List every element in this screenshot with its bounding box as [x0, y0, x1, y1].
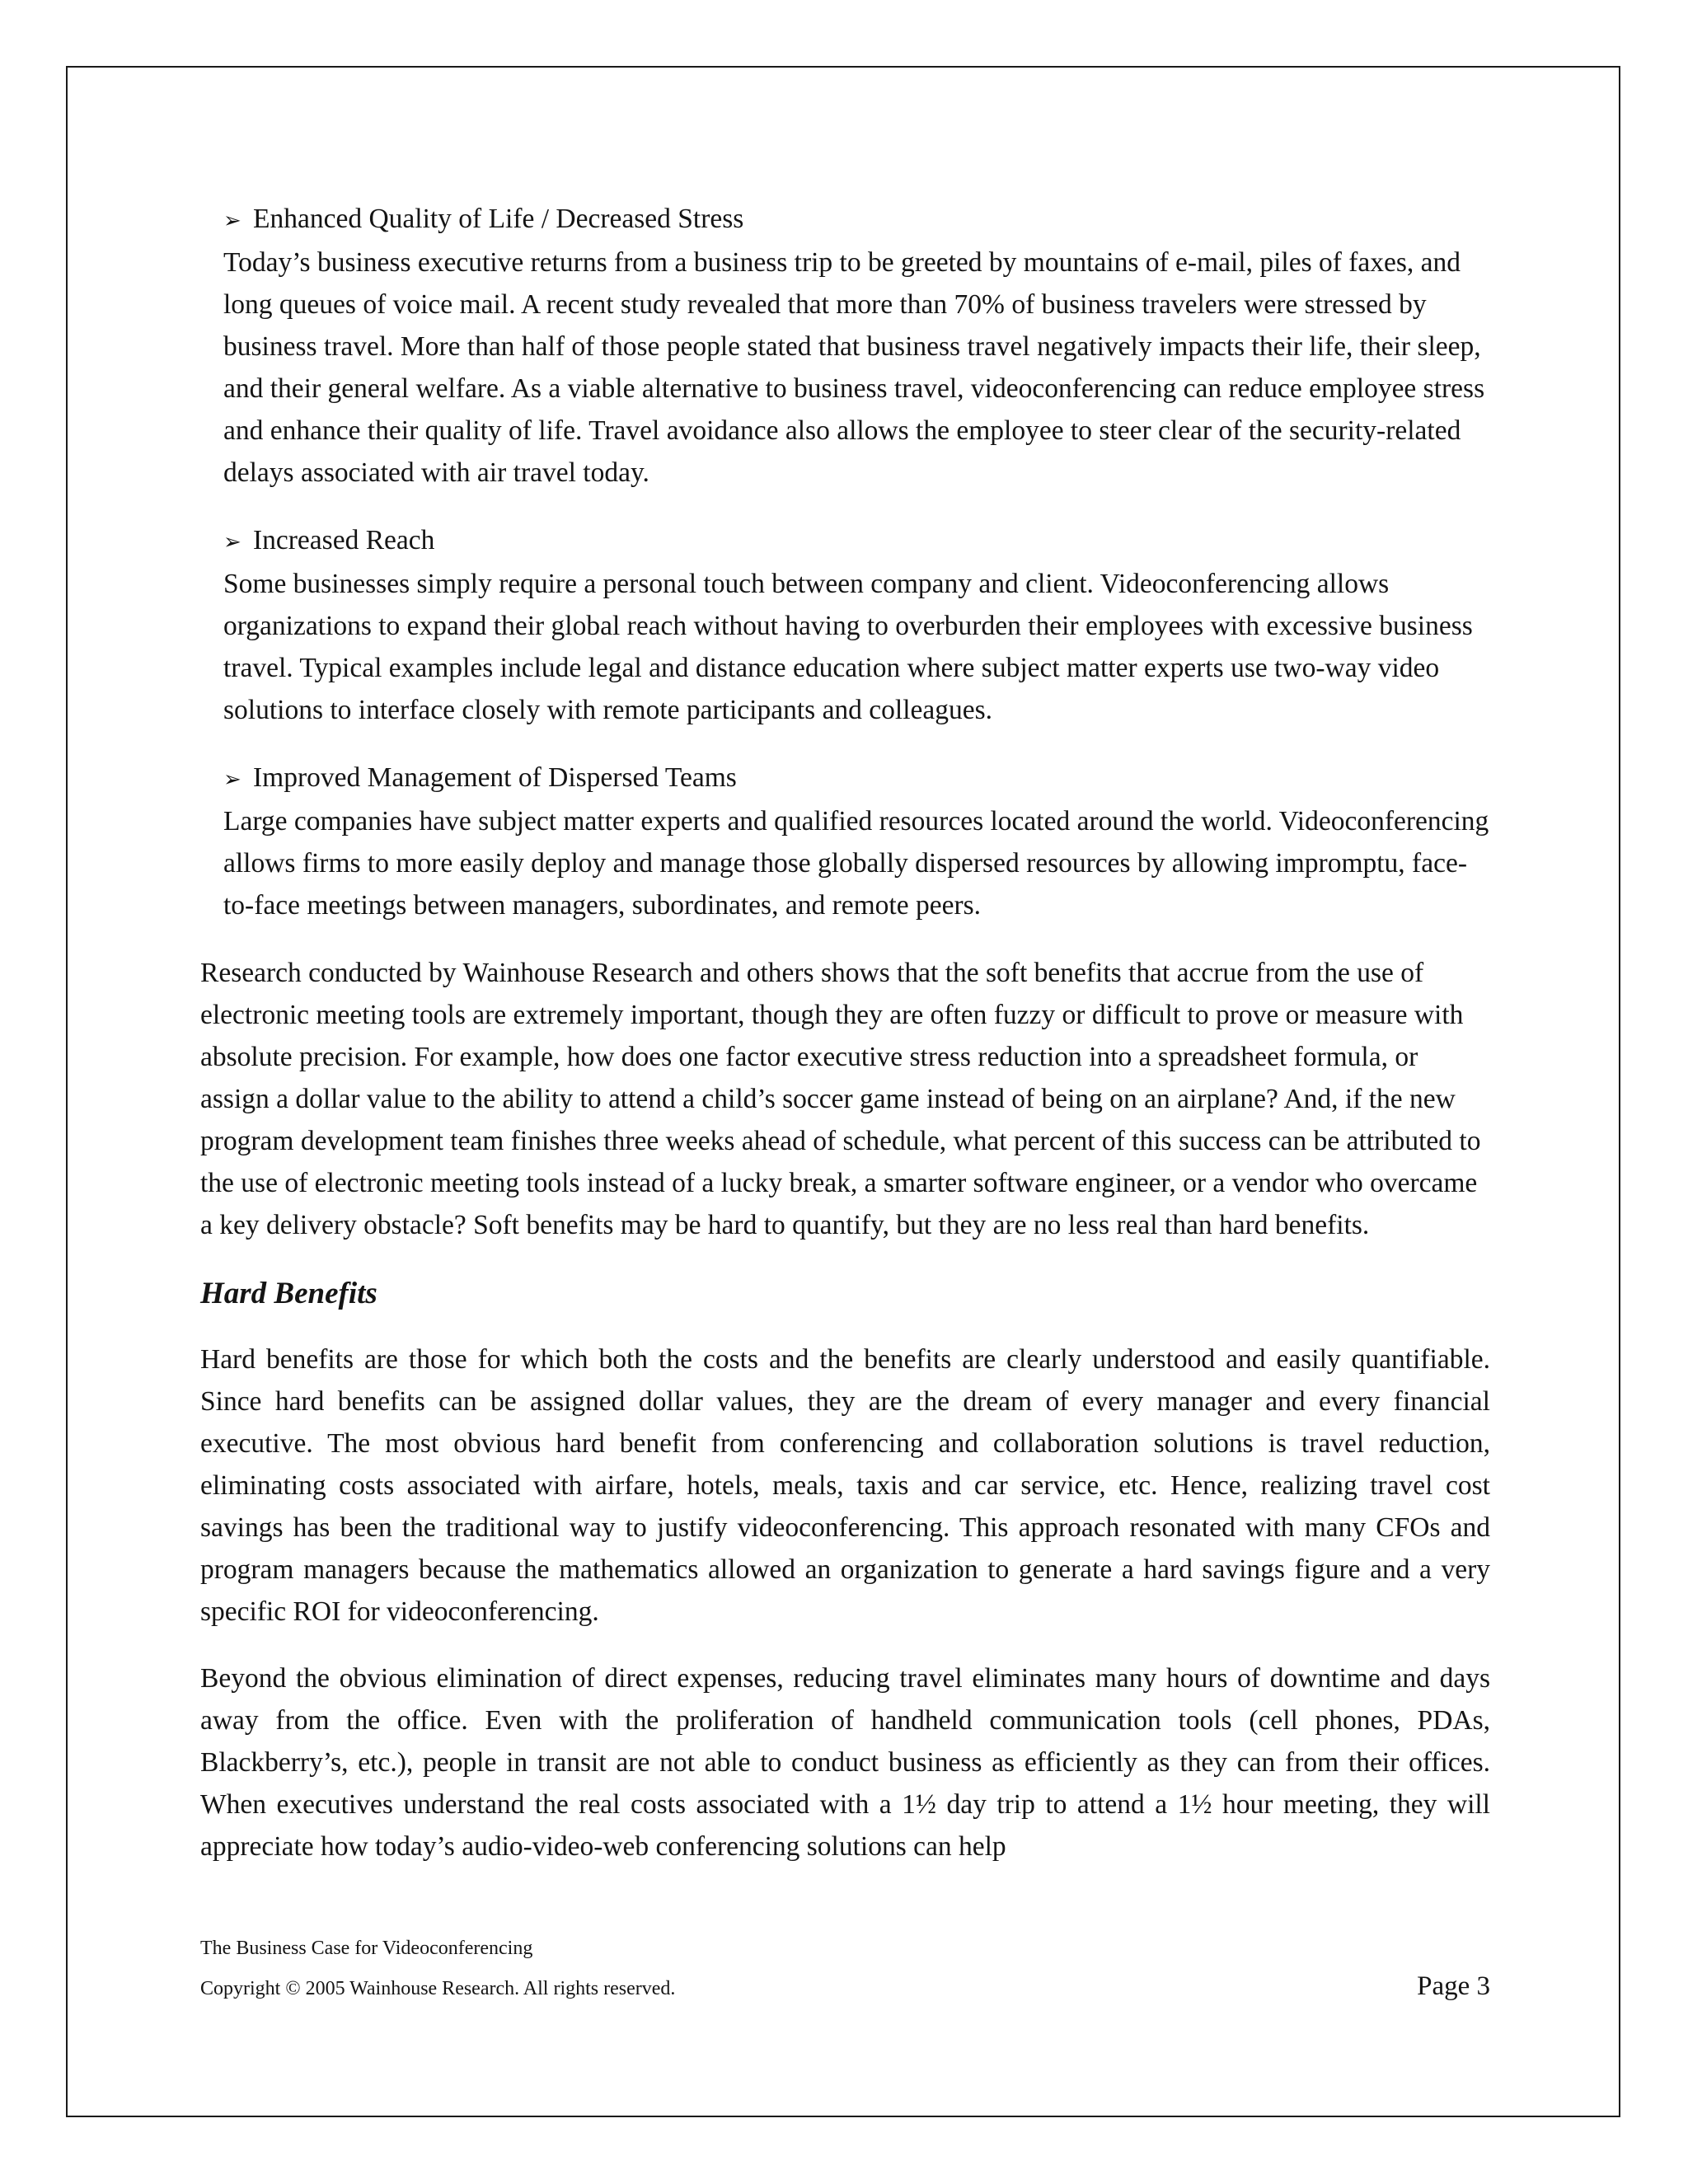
page-number: Page 3: [1417, 1971, 1490, 2001]
section-heading-hard-benefits: Hard Benefits: [200, 1277, 377, 1310]
footer-bottom-row: [200, 1971, 1490, 2002]
bullet-item-dispersed-teams: [223, 757, 1490, 926]
bullet-title-text: Improved Management of Dispersed Teams: [253, 762, 737, 793]
page-content: [200, 198, 1490, 1892]
arrowhead-bullet-icon: ➢: [223, 209, 241, 232]
bullet-body: Today’s business executive returns from a business trip to be greeted by mountains of e-mail, piles of faxes, and long queues of voice mail. A recent study revealed that more than 70% of business travelers were stressed by business travel. More than half of those people stated that business travel negatively impacts their life, their sleep, and their general welfare. As a viable alternative to business travel, videoconferencing can reduce employee stress and enhance their quality of life. Travel avoidance also allows the employee to steer clear of the security-related delays associated with air travel today.: [223, 247, 1485, 488]
footer-document-title: The Business Case for Videoconferencing: [200, 1938, 533, 1959]
bullet-title-text: Increased Reach: [253, 525, 435, 555]
bullet-title-text: Enhanced Quality of Life / Decreased Stress: [253, 204, 744, 234]
arrowhead-bullet-icon: ➢: [223, 530, 241, 554]
bullet-item-quality-of-life: [223, 198, 1490, 494]
bullet-title: [223, 519, 1490, 563]
hard-benefits-paragraph-1: Hard benefits are those for which both the costs and the benefits are clearly understood and easily quantifiable. Since hard benefits can be assigned dollar values, they are the dream of every manager and every financial executive. The most obvious hard benefit from conferencing and collaboration solutions is travel reduction, eliminating costs associated with airfare, hotels, meals, taxis and car service, etc. Hence, realizing travel cost savings has been the traditional way to justify videoconferencing. This approach resonated with many CFOs and program managers because the mathematics allowed an organization to generate a hard savings figure and a very specific ROI for videoconferencing.: [200, 1344, 1490, 1627]
page-footer: [200, 1935, 1490, 2002]
hard-benefits-paragraph-2: Beyond the obvious elimination of direct expenses, reducing travel eliminates many hours of downtime and days away from the office. Even with the proliferation of handheld communication tools (cell phones, PDAs, Blackberry’s, etc.), people in transit are not able to conduct business as efficiently as they can from their offices. When executives understand the real costs associated with a 1½ day trip to attend a 1½ hour meeting, they will appreciate how today’s audio-video-web conferencing solutions can help: [200, 1663, 1490, 1862]
bullet-body: Large companies have subject matter experts and qualified resources located around the world. Videoconferencing allows firms to more easily deploy and manage those globally dispersed resources by allowing impromptu, face-to-face meetings between managers, subordinates, and remote peers.: [223, 806, 1489, 921]
bullet-item-increased-reach: [223, 519, 1490, 731]
bullet-body: Some businesses simply require a personal touch between company and client. Videoconferencing allows organizations to expand their global reach without having to overburden their employees with excessive business travel. Typical examples include legal and distance education where subject matter experts use two-way video solutions to interface closely with remote participants and colleagues.: [223, 569, 1473, 725]
arrowhead-bullet-icon: ➢: [223, 767, 241, 791]
footer-copyright: Copyright © 2005 Wainhouse Research. All rights reserved.: [200, 1978, 676, 1999]
bullet-title: [223, 198, 1490, 241]
soft-benefits-paragraph: Research conducted by Wainhouse Research and others shows that the soft benefits that accrue from the use of electronic meeting tools are extremely important, though they are often fuzzy or difficult to prove or measure with absolute precision. For example, how does one factor executive stress reduction into a spreadsheet formula, or assign a dollar value to the ability to attend a child’s soccer game instead of being on an airplane? And, if the new program development team finishes three weeks ahead of schedule, what percent of this success can be attributed to the use of electronic meeting tools instead of a lucky break, a smarter software engineer, or a vendor who overcame a key delivery obstacle? Soft benefits may be hard to quantify, but they are no less real than hard benefits.: [200, 958, 1481, 1240]
bullet-title: [223, 757, 1490, 800]
